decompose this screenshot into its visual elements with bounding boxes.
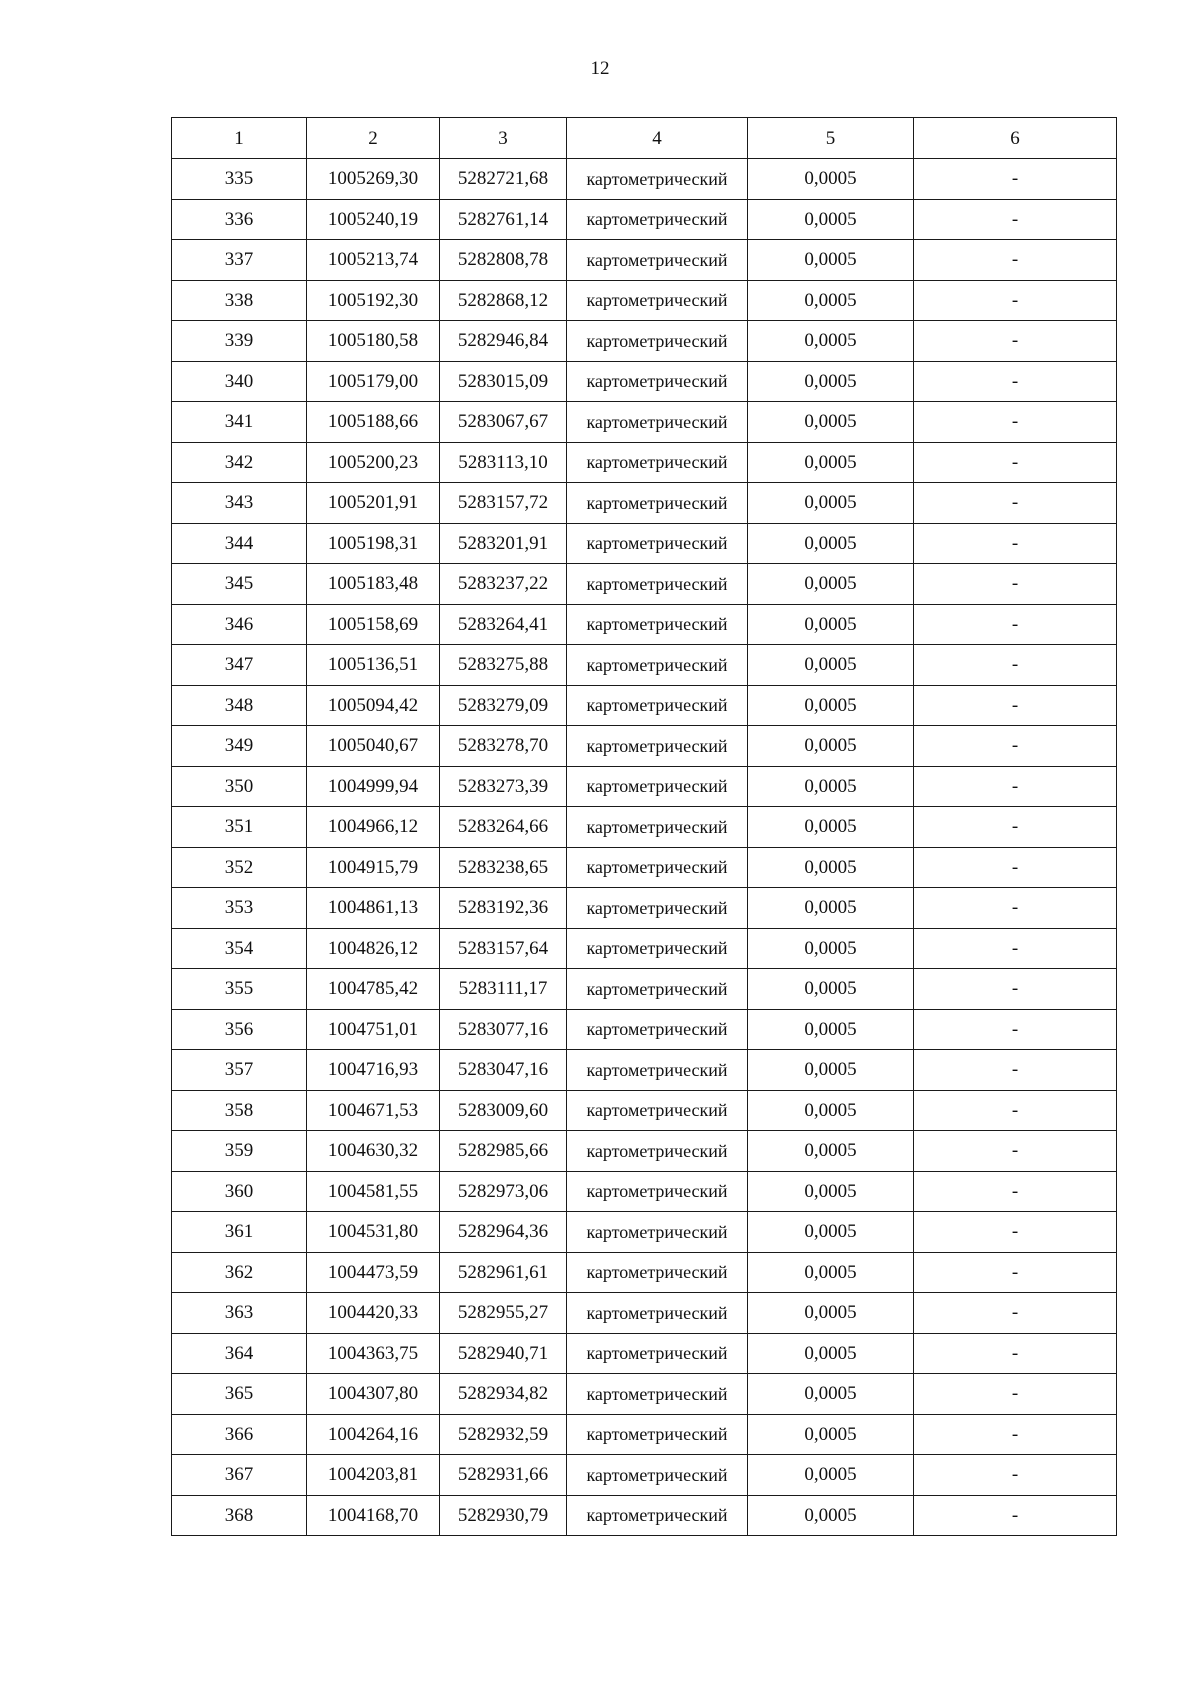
description-cell: - <box>914 1050 1117 1091</box>
y-coordinate-cell: 5283192,36 <box>440 888 567 929</box>
point-number-cell: 347 <box>172 645 307 686</box>
point-number-cell: 355 <box>172 969 307 1010</box>
description-cell: - <box>914 807 1117 848</box>
point-number-cell: 353 <box>172 888 307 929</box>
table-row <box>172 199 1117 240</box>
method-cell: картометрический <box>567 240 748 281</box>
point-number-cell: 339 <box>172 321 307 362</box>
method-cell: картометрический <box>567 159 748 200</box>
method-cell: картометрический <box>567 847 748 888</box>
point-number-cell: 350 <box>172 766 307 807</box>
method-cell: картометрический <box>567 1131 748 1172</box>
x-coordinate-cell: 1005198,31 <box>307 523 440 564</box>
table-row <box>172 645 1117 686</box>
description-cell: - <box>914 766 1117 807</box>
method-cell: картометрический <box>567 1009 748 1050</box>
description-cell: - <box>914 1252 1117 1293</box>
x-coordinate-cell: 1004203,81 <box>307 1455 440 1496</box>
table-row <box>172 969 1117 1010</box>
x-coordinate-cell: 1004999,94 <box>307 766 440 807</box>
x-coordinate-cell: 1005213,74 <box>307 240 440 281</box>
description-cell: - <box>914 969 1117 1010</box>
accuracy-cell: 0,0005 <box>748 969 914 1010</box>
x-coordinate-cell: 1004861,13 <box>307 888 440 929</box>
accuracy-cell: 0,0005 <box>748 1293 914 1334</box>
accuracy-cell: 0,0005 <box>748 1455 914 1496</box>
point-number-cell: 344 <box>172 523 307 564</box>
y-coordinate-cell: 5283077,16 <box>440 1009 567 1050</box>
table-row <box>172 1009 1117 1050</box>
description-cell: - <box>914 321 1117 362</box>
description-cell: - <box>914 483 1117 524</box>
method-cell: картометрический <box>567 442 748 483</box>
point-number-cell: 343 <box>172 483 307 524</box>
y-coordinate-cell: 5283201,91 <box>440 523 567 564</box>
x-coordinate-cell: 1004363,75 <box>307 1333 440 1374</box>
accuracy-cell: 0,0005 <box>748 847 914 888</box>
method-cell: картометрический <box>567 807 748 848</box>
y-coordinate-cell: 5283047,16 <box>440 1050 567 1091</box>
table-row <box>172 1131 1117 1172</box>
table-row <box>172 847 1117 888</box>
accuracy-cell: 0,0005 <box>748 402 914 443</box>
description-cell: - <box>914 240 1117 281</box>
point-number-cell: 358 <box>172 1090 307 1131</box>
point-number-cell: 335 <box>172 159 307 200</box>
x-coordinate-cell: 1004826,12 <box>307 928 440 969</box>
y-coordinate-cell: 5283273,39 <box>440 766 567 807</box>
point-number-cell: 336 <box>172 199 307 240</box>
accuracy-cell: 0,0005 <box>748 321 914 362</box>
x-coordinate-cell: 1004168,70 <box>307 1495 440 1536</box>
accuracy-cell: 0,0005 <box>748 1009 914 1050</box>
column-header: 5 <box>748 118 914 159</box>
point-number-cell: 363 <box>172 1293 307 1334</box>
description-cell: - <box>914 1090 1117 1131</box>
x-coordinate-cell: 1004264,16 <box>307 1414 440 1455</box>
page-number: 12 <box>590 58 610 79</box>
method-cell: картометрический <box>567 1333 748 1374</box>
table-row <box>172 888 1117 929</box>
point-number-cell: 366 <box>172 1414 307 1455</box>
table-row <box>172 604 1117 645</box>
y-coordinate-cell: 5282761,14 <box>440 199 567 240</box>
table-row <box>172 685 1117 726</box>
method-cell: картометрический <box>567 1495 748 1536</box>
accuracy-cell: 0,0005 <box>748 159 914 200</box>
description-cell: - <box>914 199 1117 240</box>
y-coordinate-cell: 5282721,68 <box>440 159 567 200</box>
table-row <box>172 1252 1117 1293</box>
y-coordinate-cell: 5283237,22 <box>440 564 567 605</box>
x-coordinate-cell: 1005269,30 <box>307 159 440 200</box>
y-coordinate-cell: 5283015,09 <box>440 361 567 402</box>
x-coordinate-cell: 1004966,12 <box>307 807 440 848</box>
x-coordinate-cell: 1004531,80 <box>307 1212 440 1253</box>
x-coordinate-cell: 1005188,66 <box>307 402 440 443</box>
method-cell: картометрический <box>567 361 748 402</box>
accuracy-cell: 0,0005 <box>748 766 914 807</box>
table-row <box>172 1090 1117 1131</box>
accuracy-cell: 0,0005 <box>748 1252 914 1293</box>
method-cell: картометрический <box>567 1455 748 1496</box>
y-coordinate-cell: 5283278,70 <box>440 726 567 767</box>
point-number-cell: 367 <box>172 1455 307 1496</box>
method-cell: картометрический <box>567 523 748 564</box>
method-cell: картометрический <box>567 1293 748 1334</box>
y-coordinate-cell: 5283238,65 <box>440 847 567 888</box>
method-cell: картометрический <box>567 199 748 240</box>
accuracy-cell: 0,0005 <box>748 1090 914 1131</box>
table-row <box>172 726 1117 767</box>
y-coordinate-cell: 5282934,82 <box>440 1374 567 1415</box>
description-cell: - <box>914 361 1117 402</box>
y-coordinate-cell: 5282868,12 <box>440 280 567 321</box>
point-number-cell: 349 <box>172 726 307 767</box>
column-header: 1 <box>172 118 307 159</box>
accuracy-cell: 0,0005 <box>748 564 914 605</box>
table-row <box>172 240 1117 281</box>
point-number-cell: 337 <box>172 240 307 281</box>
description-cell: - <box>914 442 1117 483</box>
method-cell: картометрический <box>567 1414 748 1455</box>
accuracy-cell: 0,0005 <box>748 523 914 564</box>
description-cell: - <box>914 1009 1117 1050</box>
x-coordinate-cell: 1004751,01 <box>307 1009 440 1050</box>
method-cell: картометрический <box>567 645 748 686</box>
table-row <box>172 1455 1117 1496</box>
description-cell: - <box>914 888 1117 929</box>
table-row <box>172 1495 1117 1536</box>
description-cell: - <box>914 1171 1117 1212</box>
description-cell: - <box>914 1495 1117 1536</box>
description-cell: - <box>914 402 1117 443</box>
y-coordinate-cell: 5282964,36 <box>440 1212 567 1253</box>
table-row <box>172 564 1117 605</box>
method-cell: картометрический <box>567 928 748 969</box>
description-cell: - <box>914 1455 1117 1496</box>
column-header: 4 <box>567 118 748 159</box>
x-coordinate-cell: 1005158,69 <box>307 604 440 645</box>
description-cell: - <box>914 1374 1117 1415</box>
method-cell: картометрический <box>567 321 748 362</box>
table-row <box>172 1050 1117 1091</box>
method-cell: картометрический <box>567 1212 748 1253</box>
point-number-cell: 345 <box>172 564 307 605</box>
accuracy-cell: 0,0005 <box>748 604 914 645</box>
method-cell: картометрический <box>567 483 748 524</box>
description-cell: - <box>914 1333 1117 1374</box>
y-coordinate-cell: 5283157,72 <box>440 483 567 524</box>
point-number-cell: 365 <box>172 1374 307 1415</box>
accuracy-cell: 0,0005 <box>748 1495 914 1536</box>
table-row <box>172 402 1117 443</box>
x-coordinate-cell: 1004473,59 <box>307 1252 440 1293</box>
method-cell: картометрический <box>567 969 748 1010</box>
method-cell: картометрический <box>567 1171 748 1212</box>
x-coordinate-cell: 1004785,42 <box>307 969 440 1010</box>
accuracy-cell: 0,0005 <box>748 928 914 969</box>
point-number-cell: 342 <box>172 442 307 483</box>
table-row <box>172 1374 1117 1415</box>
table-row <box>172 1293 1117 1334</box>
y-coordinate-cell: 5283279,09 <box>440 685 567 726</box>
table-row <box>172 1414 1117 1455</box>
method-cell: картометрический <box>567 685 748 726</box>
accuracy-cell: 0,0005 <box>748 1050 914 1091</box>
accuracy-cell: 0,0005 <box>748 726 914 767</box>
x-coordinate-cell: 1005179,00 <box>307 361 440 402</box>
method-cell: картометрический <box>567 888 748 929</box>
accuracy-cell: 0,0005 <box>748 199 914 240</box>
description-cell: - <box>914 564 1117 605</box>
table-row <box>172 523 1117 564</box>
table-row <box>172 928 1117 969</box>
x-coordinate-cell: 1005192,30 <box>307 280 440 321</box>
point-number-cell: 356 <box>172 1009 307 1050</box>
y-coordinate-cell: 5283157,64 <box>440 928 567 969</box>
x-coordinate-cell: 1004420,33 <box>307 1293 440 1334</box>
y-coordinate-cell: 5283009,60 <box>440 1090 567 1131</box>
accuracy-cell: 0,0005 <box>748 1374 914 1415</box>
y-coordinate-cell: 5282931,66 <box>440 1455 567 1496</box>
table-row <box>172 280 1117 321</box>
description-cell: - <box>914 159 1117 200</box>
point-number-cell: 359 <box>172 1131 307 1172</box>
point-number-cell: 338 <box>172 280 307 321</box>
accuracy-cell: 0,0005 <box>748 807 914 848</box>
description-cell: - <box>914 280 1117 321</box>
table-row <box>172 321 1117 362</box>
x-coordinate-cell: 1004307,80 <box>307 1374 440 1415</box>
point-number-cell: 341 <box>172 402 307 443</box>
point-number-cell: 360 <box>172 1171 307 1212</box>
coordinates-table <box>171 117 1117 1536</box>
description-cell: - <box>914 523 1117 564</box>
table-row <box>172 442 1117 483</box>
accuracy-cell: 0,0005 <box>748 361 914 402</box>
x-coordinate-cell: 1005183,48 <box>307 564 440 605</box>
table-row <box>172 483 1117 524</box>
method-cell: картометрический <box>567 1374 748 1415</box>
method-cell: картометрический <box>567 402 748 443</box>
point-number-cell: 352 <box>172 847 307 888</box>
description-cell: - <box>914 847 1117 888</box>
y-coordinate-cell: 5283113,10 <box>440 442 567 483</box>
x-coordinate-cell: 1004581,55 <box>307 1171 440 1212</box>
column-header: 6 <box>914 118 1117 159</box>
accuracy-cell: 0,0005 <box>748 1212 914 1253</box>
table-row <box>172 807 1117 848</box>
y-coordinate-cell: 5282955,27 <box>440 1293 567 1334</box>
x-coordinate-cell: 1005200,23 <box>307 442 440 483</box>
x-coordinate-cell: 1004915,79 <box>307 847 440 888</box>
column-header: 3 <box>440 118 567 159</box>
table-row <box>172 159 1117 200</box>
x-coordinate-cell: 1005136,51 <box>307 645 440 686</box>
accuracy-cell: 0,0005 <box>748 280 914 321</box>
y-coordinate-cell: 5283275,88 <box>440 645 567 686</box>
y-coordinate-cell: 5282930,79 <box>440 1495 567 1536</box>
point-number-cell: 340 <box>172 361 307 402</box>
x-coordinate-cell: 1004630,32 <box>307 1131 440 1172</box>
point-number-cell: 351 <box>172 807 307 848</box>
x-coordinate-cell: 1004716,93 <box>307 1050 440 1091</box>
y-coordinate-cell: 5282940,71 <box>440 1333 567 1374</box>
x-coordinate-cell: 1005040,67 <box>307 726 440 767</box>
table-row <box>172 361 1117 402</box>
y-coordinate-cell: 5282961,61 <box>440 1252 567 1293</box>
point-number-cell: 354 <box>172 928 307 969</box>
table-header-row <box>172 118 1117 159</box>
table-row <box>172 1171 1117 1212</box>
y-coordinate-cell: 5282932,59 <box>440 1414 567 1455</box>
point-number-cell: 368 <box>172 1495 307 1536</box>
description-cell: - <box>914 1414 1117 1455</box>
accuracy-cell: 0,0005 <box>748 1131 914 1172</box>
y-coordinate-cell: 5283067,67 <box>440 402 567 443</box>
point-number-cell: 364 <box>172 1333 307 1374</box>
y-coordinate-cell: 5282985,66 <box>440 1131 567 1172</box>
description-cell: - <box>914 685 1117 726</box>
method-cell: картометрический <box>567 1252 748 1293</box>
method-cell: картометрический <box>567 280 748 321</box>
accuracy-cell: 0,0005 <box>748 1414 914 1455</box>
method-cell: картометрический <box>567 766 748 807</box>
x-coordinate-cell: 1005240,19 <box>307 199 440 240</box>
description-cell: - <box>914 1131 1117 1172</box>
point-number-cell: 361 <box>172 1212 307 1253</box>
point-number-cell: 362 <box>172 1252 307 1293</box>
description-cell: - <box>914 726 1117 767</box>
accuracy-cell: 0,0005 <box>748 483 914 524</box>
method-cell: картометрический <box>567 1050 748 1091</box>
description-cell: - <box>914 1293 1117 1334</box>
column-header: 2 <box>307 118 440 159</box>
accuracy-cell: 0,0005 <box>748 685 914 726</box>
accuracy-cell: 0,0005 <box>748 1171 914 1212</box>
table-row <box>172 1333 1117 1374</box>
table-row <box>172 1212 1117 1253</box>
accuracy-cell: 0,0005 <box>748 240 914 281</box>
table-row <box>172 766 1117 807</box>
x-coordinate-cell: 1005201,91 <box>307 483 440 524</box>
y-coordinate-cell: 5283264,41 <box>440 604 567 645</box>
description-cell: - <box>914 928 1117 969</box>
y-coordinate-cell: 5282973,06 <box>440 1171 567 1212</box>
y-coordinate-cell: 5283111,17 <box>440 969 567 1010</box>
description-cell: - <box>914 604 1117 645</box>
method-cell: картометрический <box>567 726 748 767</box>
accuracy-cell: 0,0005 <box>748 645 914 686</box>
x-coordinate-cell: 1004671,53 <box>307 1090 440 1131</box>
accuracy-cell: 0,0005 <box>748 442 914 483</box>
y-coordinate-cell: 5283264,66 <box>440 807 567 848</box>
method-cell: картометрический <box>567 1090 748 1131</box>
accuracy-cell: 0,0005 <box>748 888 914 929</box>
x-coordinate-cell: 1005180,58 <box>307 321 440 362</box>
description-cell: - <box>914 645 1117 686</box>
method-cell: картометрический <box>567 564 748 605</box>
y-coordinate-cell: 5282946,84 <box>440 321 567 362</box>
accuracy-cell: 0,0005 <box>748 1333 914 1374</box>
point-number-cell: 348 <box>172 685 307 726</box>
x-coordinate-cell: 1005094,42 <box>307 685 440 726</box>
y-coordinate-cell: 5282808,78 <box>440 240 567 281</box>
point-number-cell: 357 <box>172 1050 307 1091</box>
point-number-cell: 346 <box>172 604 307 645</box>
method-cell: картометрический <box>567 604 748 645</box>
description-cell: - <box>914 1212 1117 1253</box>
